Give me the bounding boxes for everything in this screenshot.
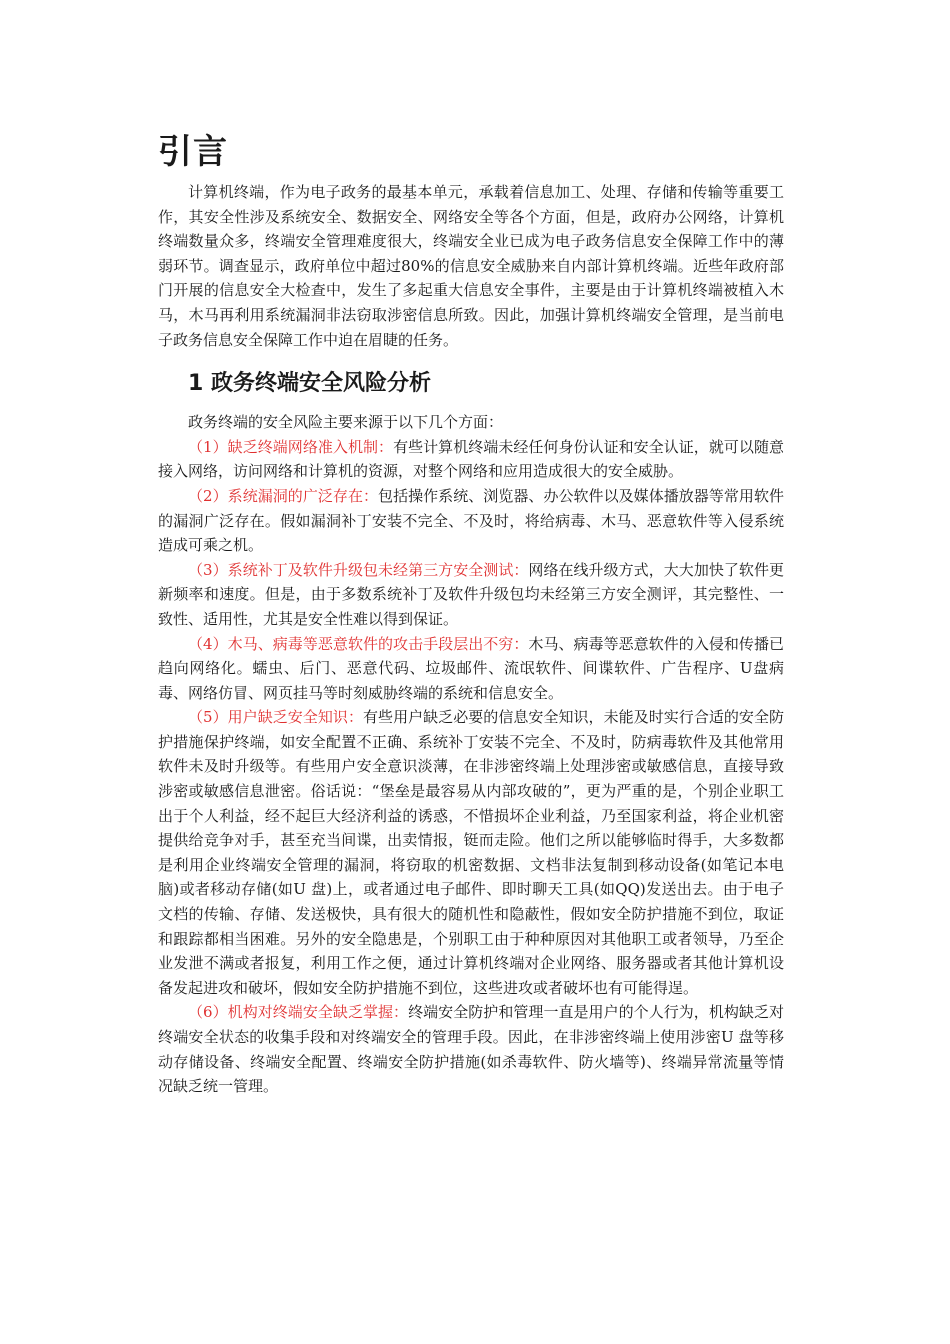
risk-item-1 <box>158 435 784 484</box>
risk-item-5 <box>158 705 784 1000</box>
risk-item-text: 有些用户缺乏必要的信息安全知识，未能及时实行合适的安全防护措施保护终端，如安全配置不正确、系统补丁安装不完全、不及时，防病毒软件及其他常用软件未及时升级等。有些用户安全意识淡薄，在非涉密终端上处理涉密或敏感信息，直接导致涉密或敏感信息泄密。俗话说：“堡垒是最容易从内部攻破的”，更为严重的是，个别企业职工出于个人利益，经不起巨大经济利益的诱惑，不惜损坏企业利益，乃至国家利益，将企业机密提供给竞争对手，甚至充当间谍，出卖情报，铤而走险。他们之所以能够临时得手，大多数都是利用企业终端安全管理的漏洞，将窃取的机密数据、文档非法复制到移动设备(如笔记本电脑)或者移动存储(如U 盘)上，或者通过电子邮件、即时聊天工具(如QQ)发送出去。由于电子文档的传输、存储、发送极快，具有很大的随机性和隐蔽性，假如安全防护措施不到位，取证和跟踪都相当困难。另外的安全隐患是，个别职工由于种种原因对其他职工或者领导，乃至企业发泄不满或者报复，利用工作之便，通过计算机终端对企业网络、服务器或者其他计算机设备发起进攻和破坏，假如安全防护措施不到位，这些进攻或者破坏也有可能得逞。 <box>158 708 784 997</box>
document-page <box>158 128 784 1099</box>
risk-item-label: （3）系统补丁及软件升级包未经第三方安全测试： <box>188 560 529 579</box>
risk-item-text: 有些计算机终端未经任何身份认证和安全认证，就可以随意接入网络，访问网络和计算机的资源，对整个网络和应用造成很大的安全威胁。 <box>158 437 784 481</box>
section-lead: 政务终端的安全风险主要来源于以下几个方面： <box>188 413 504 432</box>
risk-item-6 <box>158 1000 784 1098</box>
section-heading: 1 政务终端安全风险分析 <box>188 371 431 397</box>
risk-item-text: 终端安全防护和管理一直是用户的个人行为，机构缺乏对终端安全状态的收集手段和对终端安全的管理手段。因此，在非涉密终端上使用涉密U 盘等移动存储设备、终端安全配置、终端安全防护措施(如杀毒软件、防火墙等)、终端异常流量等情况缺乏统一管理。 <box>158 1003 784 1096</box>
risk-item-text: 木马、病毒等恶意软件的入侵和传播已趋向网络化。蠕虫、后门、恶意代码、垃圾邮件、流氓软件、间谍软件、广告程序、U盘病毒、网络仿冒、网页挂马等时刻威胁终端的系统和信息安全。 <box>158 634 784 702</box>
risk-item-label: （6）机构对终端安全缺乏掌握： <box>188 1003 409 1022</box>
risk-item-text: 包括操作系统、浏览器、办公软件以及媒体播放器等常用软件的漏洞广泛存在。假如漏洞补丁安装不完全、不及时，将给病毒、木马、恶意软件等入侵系统造成可乘之机。 <box>158 486 784 555</box>
risk-item-label: （5）用户缺乏安全知识： <box>188 708 363 727</box>
page-title: 引言 <box>158 132 228 172</box>
intro-paragraph: 计算机终端，作为电子政务的最基本单元，承载着信息加工、处理、存储和传输等重要工作，其安全性涉及系统安全、数据安全、网络安全等各个方面，但是，政府办公网络，计算机终端数量众多，终端安全管理难度很大，终端安全业已成为电子政务信息安全保障工作中的薄弱环节。调查显示，政府单位中超过80%的信息安全威胁来自内部计算机终端。近些年政府部门开展的信息安全大检查中，发生了多起重大信息安全事件，主要是由于计算机终端被植入木马，木马再利用系统漏洞非法窃取涉密信息所致。因此，加强计算机终端安全管理，是当前电子政务信息安全保障工作中迫在眉睫的任务。 <box>158 183 784 349</box>
risk-item-4 <box>158 632 784 706</box>
risk-item-label: （2）系统漏洞的广泛存在： <box>188 486 379 505</box>
risk-item-3 <box>158 558 784 632</box>
risk-item-2 <box>158 484 784 558</box>
risk-item-label: （4）木马、病毒等恶意软件的攻击手段层出不穷： <box>188 634 529 653</box>
risk-item-text: 网络在线升级方式，大大加快了软件更新频率和速度。但是，由于多数系统补丁及软件升级包均未经第三方安全测评，其完整性、一致性、适用性，尤其是安全性难以得到保证。 <box>158 560 784 628</box>
risk-item-label: （1）缺乏终端网络准入机制： <box>188 437 394 456</box>
